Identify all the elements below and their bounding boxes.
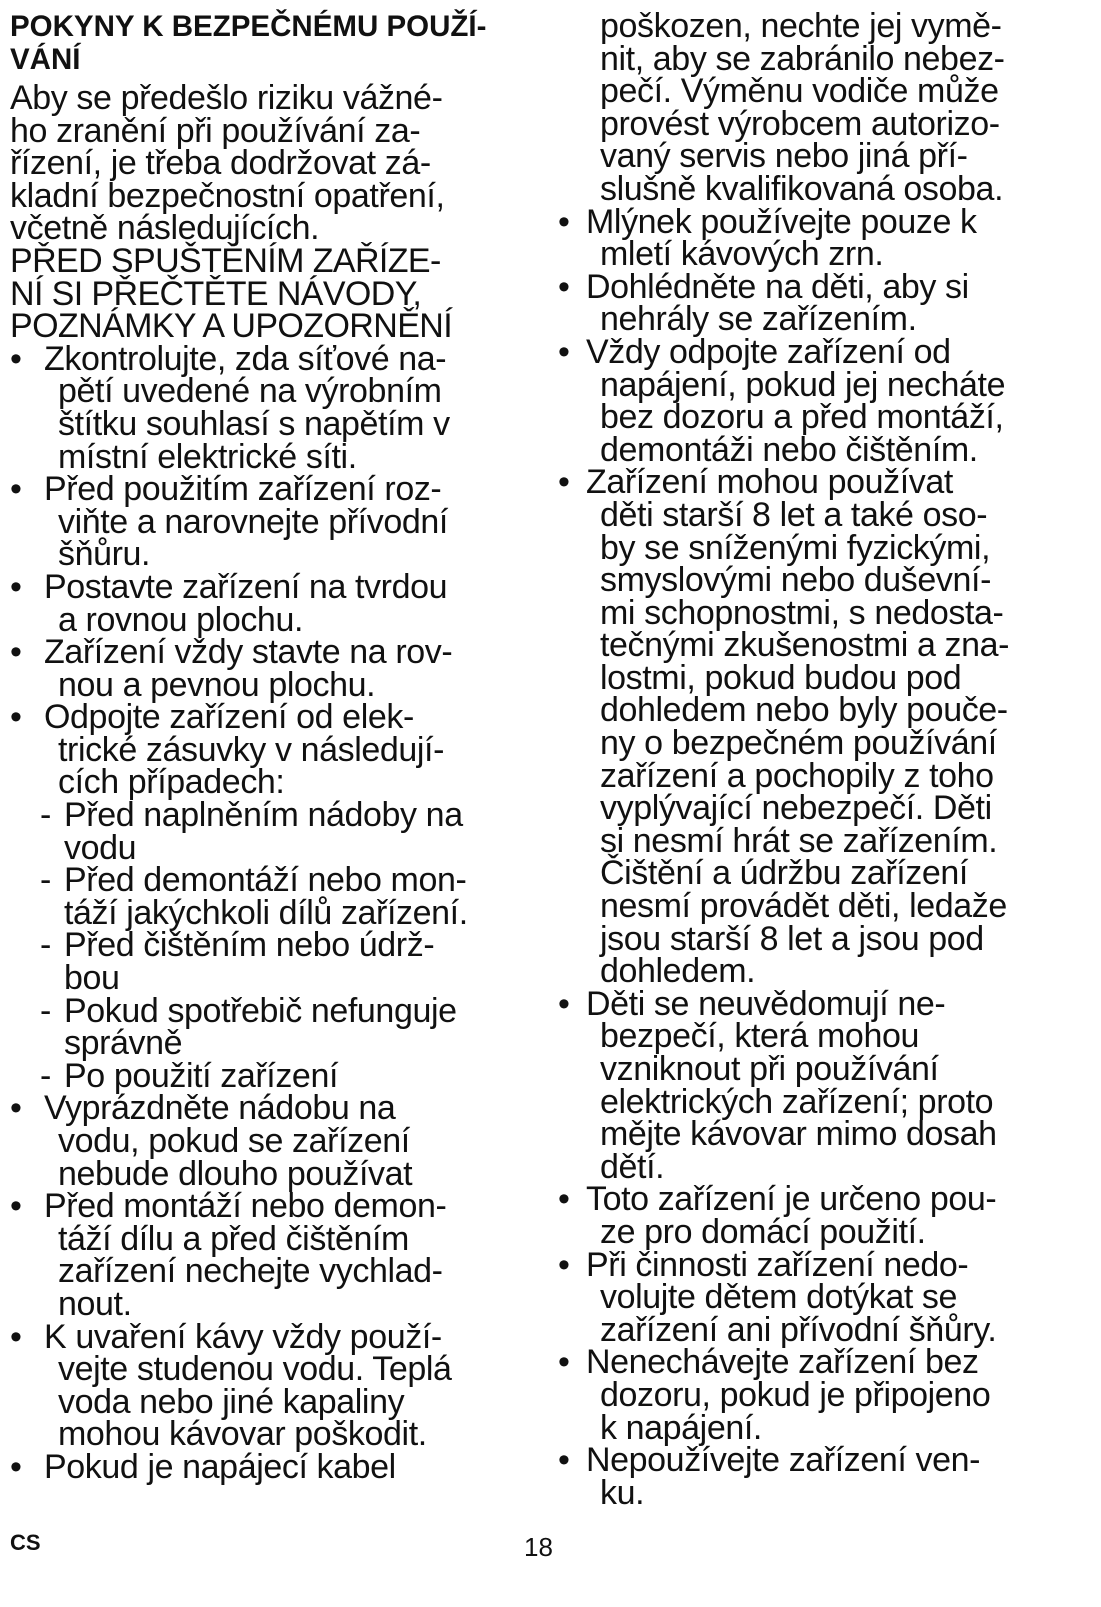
bullet-list-continued (10, 1089, 550, 1486)
list-item-line: ny o bezpečném používání (600, 724, 997, 763)
bullet-icon: • (558, 1180, 570, 1219)
list-item-line: nout. (58, 1284, 132, 1323)
bullet-icon: • (558, 984, 570, 1023)
list-item-line: Zkontrolujte, zda síťové na- (44, 339, 447, 378)
list-item-line: nesmí provádět děti, ledaže (600, 887, 1007, 926)
bullet-icon: • (558, 1343, 570, 1382)
list-item-line: Odpojte zařízení od elek- (44, 698, 414, 737)
list-item (558, 1180, 1094, 1251)
warning-caps (10, 241, 550, 346)
list-item-line: štítku souhlasí s napětím v (58, 404, 450, 443)
dash-item-line: Před demontáží nebo mon- (64, 861, 467, 900)
list-item-line: lostmi, pokud budou pod (600, 658, 962, 697)
list-item (558, 1343, 1094, 1447)
continuation-line: poškozen, nechte jej vymě- (600, 7, 1002, 45)
left-column (10, 10, 550, 1484)
bullet-list (10, 339, 550, 802)
dash-mark: - (40, 1056, 51, 1095)
list-item-line: dohledem. (600, 952, 756, 991)
continuation-line: vaný servis nebo jiná pří- (600, 137, 968, 176)
continuation-line: pečí. Výměnu vodiče může (600, 72, 999, 111)
dash-mark: - (40, 991, 51, 1030)
dash-item (10, 861, 550, 932)
dash-mark: - (40, 796, 51, 835)
list-item-line: Při činnosti zařízení nedo- (586, 1245, 969, 1284)
list-item (558, 1245, 1094, 1349)
list-item-line: vodu, pokud se zařízení (58, 1122, 410, 1160)
heading-line: POKYNY K BEZPEČNÉMU POUŽÍ- (10, 10, 487, 43)
list-item (10, 1089, 550, 1193)
dash-mark: - (40, 926, 51, 965)
list-item-line: mohou kávovar poškodit. (58, 1415, 427, 1454)
list-item-line: táží dílu a před čištěním (58, 1219, 409, 1258)
dash-item (10, 796, 550, 867)
language-code: CS (10, 1530, 41, 1555)
list-item-line: vejte studenou vodu. Teplá (58, 1350, 452, 1389)
list-item-line: cích případech: (58, 763, 285, 802)
list-item-line: mi schopnostmi, s nedosta- (600, 593, 1004, 632)
list-item-line: napájení, pokud jej necháte (600, 365, 1006, 404)
list-item-line: mletí kávových zrn. (600, 235, 884, 274)
list-item-line: dohledem nebo byly pouče- (600, 691, 1008, 730)
bullet-icon: • (558, 463, 570, 502)
list-item-line: vzniknout při používání (600, 1050, 939, 1088)
list-item (10, 1187, 550, 1323)
bullet-icon: • (558, 1245, 570, 1284)
list-item-line: Pokud je napájecí kabel (44, 1447, 396, 1486)
list-item-line: nou a pevnou plochu. (58, 665, 376, 704)
intro-line: Aby se předešlo riziku vážné- (10, 79, 443, 117)
section-heading (10, 10, 550, 76)
caps-line: PŘED SPUŠTĚNÍM ZAŘÍZE- (10, 241, 441, 280)
list-item (558, 984, 1094, 1186)
dash-mark: - (40, 861, 51, 900)
dash-item-line: vodu (64, 828, 137, 867)
dash-item-line: Před naplněním nádoby na (64, 796, 463, 835)
list-item-line: Nepoužívejte zařízení ven- (586, 1441, 981, 1480)
bullet-icon: • (10, 633, 22, 672)
list-item-line: dozoru, pokud je připojeno (600, 1375, 991, 1414)
caps-line: POZNÁMKY A UPOZORNĚNÍ (10, 307, 453, 346)
right-column (558, 7, 1094, 1512)
list-item-line: jsou starší 8 let a jsou pod (600, 919, 984, 958)
list-item (558, 202, 1094, 274)
list-item-line: zařízení nechejte vychlad- (58, 1252, 443, 1291)
list-item-line: si nesmí hrát se zařízením. (600, 821, 998, 860)
dash-item (10, 991, 550, 1063)
caps-line: NÍ SI PŘEČTĚTE NÁVODY, (10, 274, 422, 313)
list-item-line: k napájení. (600, 1408, 762, 1447)
list-item (10, 567, 550, 639)
dash-list (10, 796, 550, 1095)
list-item-line: zařízení ani přívodní šňůry. (600, 1310, 997, 1349)
bullet-icon: • (10, 1089, 22, 1128)
bullet-icon: • (558, 1441, 570, 1480)
list-item (10, 339, 550, 476)
list-item-line: viňte a narovnejte přívodní (58, 502, 448, 541)
continuation-line: nit, aby se zabránilo nebez- (600, 39, 1005, 78)
list-item-line: tečnými zkušenostmi a zna- (600, 626, 1010, 665)
list-item-line: nebude dlouho používat (58, 1154, 413, 1193)
list-item-line: Před použitím zařízení roz- (44, 470, 442, 509)
bullet-list (558, 202, 1094, 1512)
intro-line: včetně následujících. (10, 209, 320, 248)
bullet-icon: • (10, 567, 22, 606)
list-item-line: děti starší 8 let a také oso- (600, 495, 988, 534)
list-item (10, 1317, 550, 1454)
list-item-line: trické zásuvky v následují- (58, 730, 445, 769)
list-item-line: by se sníženými fyzickými, (600, 528, 991, 567)
dash-item-line: bou (64, 959, 120, 998)
list-item-line: mějte kávovar mimo dosah (600, 1115, 997, 1154)
list-item-line: šňůru. (58, 535, 151, 574)
intro-line: kladní bezpečnostní opatření, (10, 176, 445, 215)
intro-line: řízení, je třeba dodržovat zá- (10, 144, 431, 183)
list-item-line: Dohlédněte na děti, aby si (586, 267, 969, 306)
list-item-line: Zařízení mohou používat (586, 463, 953, 502)
list-item-line: bez dozoru a před montáží, (600, 398, 1004, 437)
heading-line: VÁNÍ (10, 43, 81, 76)
continuation-line: slušně kvalifikovaná osoba. (600, 169, 1004, 208)
list-item (558, 332, 1094, 469)
bullet-icon: • (10, 1317, 22, 1356)
list-item-line: nehrály se zařízením. (600, 300, 917, 339)
list-item-line: volujte dětem dotýkat se (600, 1278, 958, 1317)
list-item-line: zařízení a pochopily z toho (600, 756, 994, 795)
list-item (10, 633, 550, 704)
list-item-line: Mlýnek používejte pouze k (586, 202, 977, 241)
list-item-line: Čištění a údržbu zařízení (600, 854, 968, 893)
continuation-line: provést výrobcem autorizo- (600, 104, 1000, 143)
list-item-line: Postavte zařízení na tvrdou (44, 567, 448, 606)
dash-item (10, 1056, 550, 1095)
list-item (558, 267, 1094, 339)
intro-line: ho zranění při používání za- (10, 111, 421, 150)
list-item-line: Vyprázdněte nádobu na (44, 1089, 396, 1128)
bullet-icon: • (10, 1187, 22, 1226)
list-item-line: ku. (600, 1473, 645, 1512)
bullet-icon: • (558, 332, 570, 371)
list-item (10, 1447, 550, 1486)
dash-item-line: Pokud spotřebič nefunguje (64, 991, 457, 1030)
dash-item (10, 926, 550, 998)
bullet-icon: • (558, 267, 570, 306)
list-item-line: elektrických zařízení; proto (600, 1082, 994, 1121)
dash-item-line: Po použití zařízení (64, 1056, 338, 1095)
list-item (10, 698, 550, 802)
dash-item-line: táží jakýchkoli dílů zařízení. (64, 893, 468, 932)
bullet-icon: • (10, 339, 22, 378)
list-item-line: Nenechávejte zařízení bez (586, 1343, 979, 1382)
list-item-line: dětí. (600, 1147, 665, 1186)
bullet-icon: • (10, 1447, 22, 1486)
bullet-icon: • (10, 470, 22, 509)
list-item-line: a rovnou plochu. (58, 600, 303, 639)
page-number: 18 (524, 1532, 553, 1562)
list-item-line: demontáži nebo čištěním. (600, 430, 978, 469)
list-item-line: vyplývající nebezpečí. Děti (600, 789, 992, 828)
list-item-line: voda nebo jiné kapaliny (58, 1382, 405, 1421)
list-item (558, 1441, 1094, 1512)
bullet-icon: • (10, 698, 22, 737)
list-item-line: smyslovými nebo duševní- (600, 561, 991, 600)
list-item (558, 463, 1094, 991)
intro-paragraph (10, 79, 550, 248)
list-item-line: Děti se neuvědomují ne- (586, 984, 946, 1023)
dash-item-line: Před čištěním nebo údrž- (64, 926, 435, 965)
list-item-line: ze pro domácí použití. (600, 1212, 926, 1251)
list-item-line: Před montáží nebo demon- (44, 1187, 447, 1226)
list-item-line: pětí uvedené na výrobním (58, 372, 442, 411)
list-item-line: místní elektrické síti. (58, 437, 357, 476)
bullet-icon: • (558, 202, 570, 241)
list-item-line: bezpečí, která mohou (600, 1017, 919, 1056)
list-item-line: K uvaření kávy vždy použí- (44, 1317, 442, 1356)
continuation-paragraph (558, 7, 1094, 208)
list-item-line: Vždy odpojte zařízení od (586, 332, 951, 371)
list-item-line: Zařízení vždy stavte na rov- (44, 633, 453, 672)
list-item-line: Toto zařízení je určeno pou- (586, 1180, 997, 1219)
list-item (10, 470, 550, 574)
dash-item-line: správně (64, 1024, 183, 1063)
